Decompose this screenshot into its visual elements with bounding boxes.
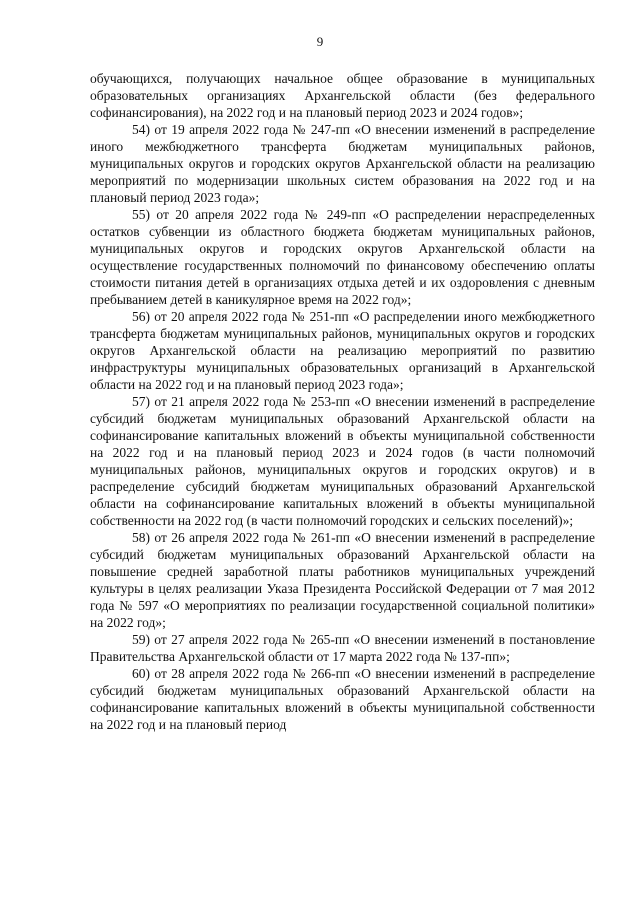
paragraph-continuation: обучающихся, получающих начальное общее образование в муниципальных образовательных организациях Архангельской области (без федерального софинансирования), на 2022 год и на плановый период 2023 и 2024 годов»; [90, 71, 595, 120]
page-number: 9 [316, 34, 324, 49]
list-item-58: 58) от 26 апреля 2022 года № 261-пп «О внесении изменений в распределение субсидий бюджетам муниципальных образований Архангельской области на повышение средней заработной платы работников муниципальных учреждений культуры в целях реализации Указа Президента Российской Федерации от 7 мая 2012 года № 597 «О мероприятиях по реализации государственной социальной политики» на 2022 год»; [90, 530, 595, 630]
list-item-57: 57) от 21 апреля 2022 года № 253-пп «О внесении изменений в распределение субсидий бюджетам муниципальных образований Архангельской области на софинансирование капитальных вложений в объекты муниципальной собственности на 2022 год и на плановый период 2023 и 2024 годов (в части полномочий муниципальных районов, муниципальных округов и городских округов) и в распределение субсидий бюджетам муниципальных образований Архангельской области на софинансирование капитальных вложений в объекты муниципальной собственности на 2022 год (в части полномочий городских и сельских поселений)»; [90, 394, 595, 528]
list-item-56: 56) от 20 апреля 2022 года № 251-пп «О распределении иного межбюджетного трансферта бюджетам муниципальных районов, муниципальных округов и городских округов Архангельской области на реализацию мероприятий по развитию инфраструктуры муниципальных образовательных организаций в Архангельской области на 2022 год и на плановый период 2023 года»; [90, 309, 595, 392]
list-item-55: 55) от 20 апреля 2022 года № 249-пп «О распределении нераспределенных остатков субвенции из областного бюджета бюджетам муниципальных районов, муниципальных округов и городских округов Архангельской области на осуществление государственных полномочий по финансовому обеспечению оплаты стоимости питания детей в организациях отдыха детей и их оздоровления с дневным пребыванием детей в каникулярное время на 2022 год»; [90, 207, 595, 307]
list-item-54: 54) от 19 апреля 2022 года № 247-пп «О внесении изменений в распределение иного межбюджетного трансферта бюджетам муниципальных районов, муниципальных округов и городских округов Архангельской области на реализацию мероприятий по модернизации школьных систем образования на 2022 год и на плановый период 2023 года»; [90, 122, 595, 205]
list-item-59: 59) от 27 апреля 2022 года № 265-пп «О внесении изменений в постановление Правительства Архангельской области от 17 марта 2022 года № 137-пп»; [90, 632, 595, 664]
list-item-60: 60) от 28 апреля 2022 года № 266-пп «О внесении изменений в распределение субсидий бюджетам муниципальных образований Архангельской области на софинансирование капитальных вложений в объекты муниципальной собственности на 2022 год и на плановый период [90, 666, 595, 732]
document-body [90, 70, 595, 733]
